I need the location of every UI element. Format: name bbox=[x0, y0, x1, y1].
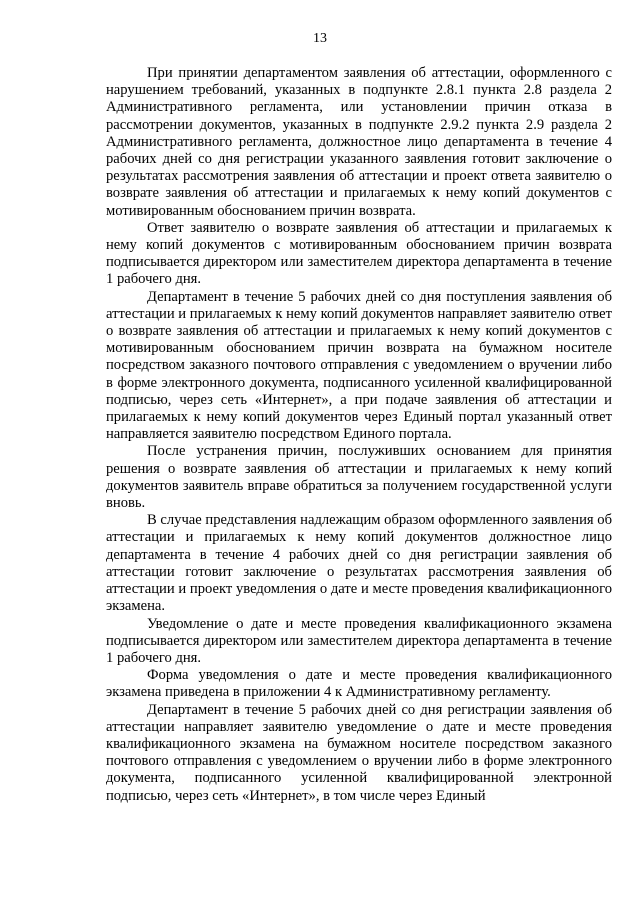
paragraph: Департамент в течение 5 рабочих дней со дня поступления заявления об аттестации и прилагаемых к нему копий документов направляет заявителю ответ о возврате заявления об аттестации и прилагаемых к нему копий документов с мотивированным обоснованием причин возврата на бумажном носителе посредством заказного почтового отправления с уведомлением о вручении либо в форме электронного документа, подписанного усиленной квалифицированной подписью, через сеть «Интернет», а при подаче заявления об аттестации и прилагаемых к нему копий документов через Единый портал указанный ответ направляется заявителю посредством Единого портала. bbox=[106, 288, 612, 443]
paragraph: Ответ заявителю о возврате заявления об аттестации и прилагаемых к нему копий документов с мотивированным обоснованием причин возврата подписывается директором или заместителем директора департамента в течение 1 рабочего дня. bbox=[106, 219, 612, 288]
document-body bbox=[106, 65, 612, 805]
paragraph: Форма уведомления о дате и месте проведения квалификационного экзамена приведена в приложении 4 к Административному регламенту. bbox=[106, 667, 612, 701]
paragraph: После устранения причин, послуживших основанием для принятия решения о возврате заявления об аттестации и прилагаемых к нему копий документов заявитель вправе обратиться за получением государственной услуги вновь. bbox=[106, 443, 612, 512]
paragraph: Уведомление о дате и месте проведения квалификационного экзамена подписывается директором или заместителем директора департамента в течение 1 рабочего дня. bbox=[106, 615, 612, 666]
page-number: 13 bbox=[313, 31, 327, 46]
paragraph: В случае представления надлежащим образом оформленного заявления об аттестации и прилагаемых к нему копий документов должностное лицо департамента в течение 4 рабочих дней со дня регистрации заявления об аттестации готовит заключение о результатах рассмотрения заявления об аттестации и проект уведомления о дате и месте проведения квалификационного экзамена. bbox=[106, 512, 612, 615]
paragraph: Департамент в течение 5 рабочих дней со дня регистрации заявления об аттестации направляет заявителю уведомление о дате и месте проведения квалификационного экзамена на бумажном носителе посредством заказного почтового отправления с уведомлением о вручении либо в форме электронного документа, подписанного усиленной квалифицированной электронной подписью, через сеть «Интернет», в том числе через Единый bbox=[106, 701, 612, 804]
paragraph: При принятии департаментом заявления об аттестации, оформленного с нарушением требований, указанных в подпункте 2.8.1 пункта 2.8 раздела 2 Административного регламента, или установлении причин отказа в рассмотрении документов, указанных в подпункте 2.9.2 пункта 2.9 раздела 2 Административного регламента, должностное лицо департамента в течение 4 рабочих дней со дня регистрации указанного заявления готовит заключение о результатах рассмотрения заявления об аттестации и проект ответа заявителю о возврате заявления об аттестации и прилагаемых к нему копий документов с мотивированным обоснованием причин возврата. bbox=[106, 65, 612, 219]
